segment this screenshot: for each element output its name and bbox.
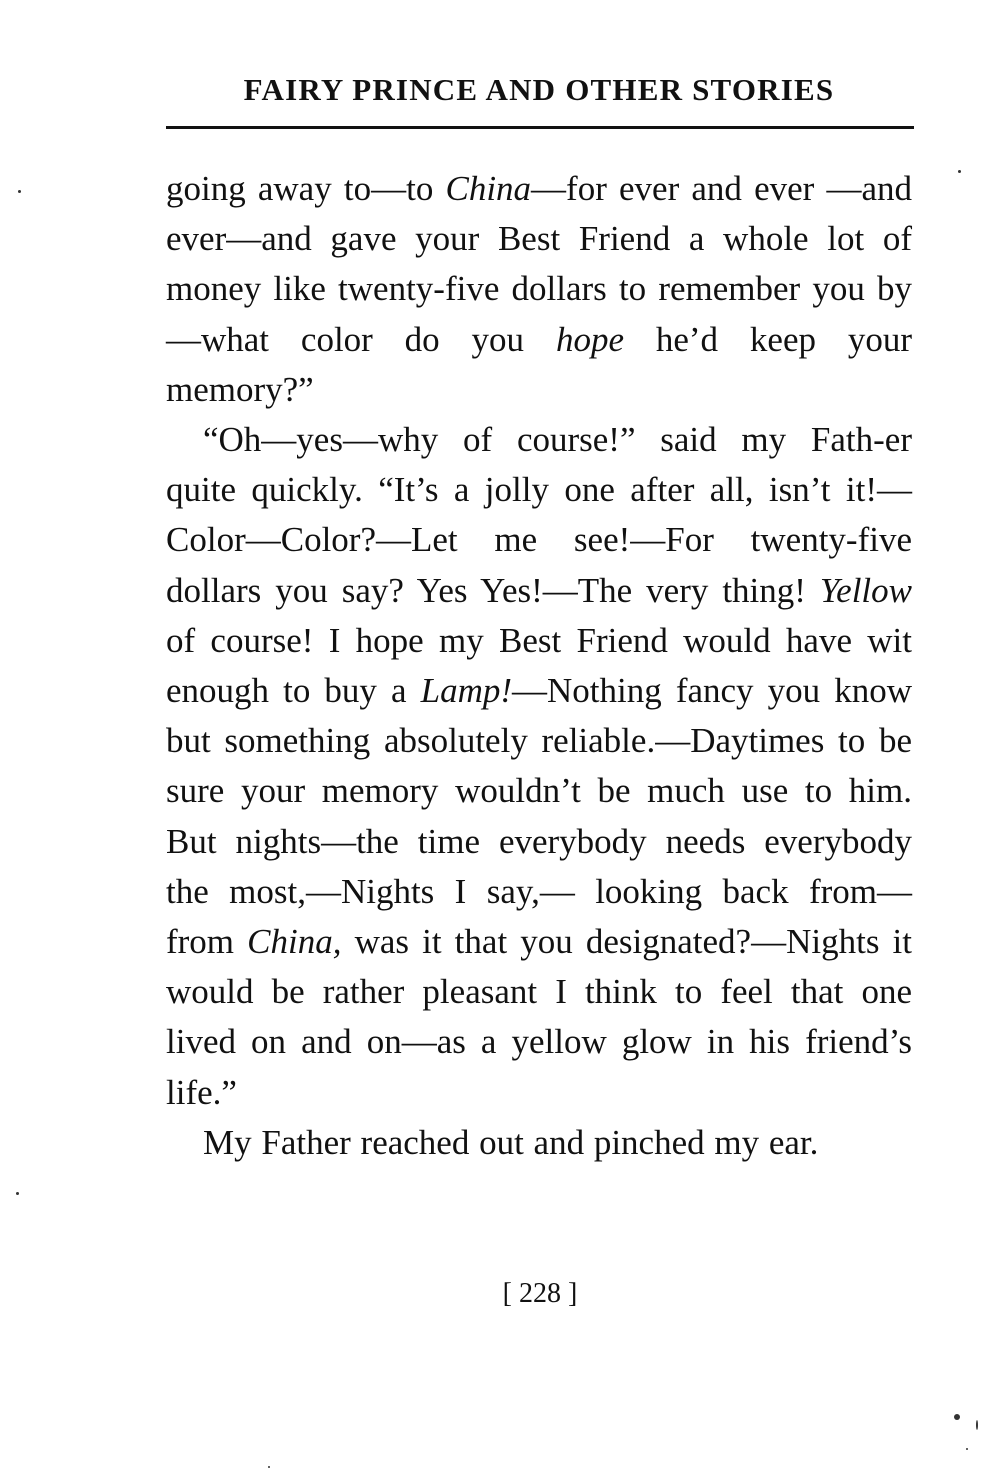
text-run: —for ever and ever —and ever—and gave your Best Friend a whole lot of money like twenty-five dollars to remember you by—what color do you	[166, 169, 912, 359]
text-run: was it that you designated?—Nights it would be rather pleasant I think to feel that one lived on and on—as a yellow glow in his friend’s life.”	[166, 922, 912, 1112]
body-text	[166, 164, 912, 1168]
italic-text: Lamp!	[420, 671, 513, 711]
italic-text: hope	[555, 319, 624, 359]
paragraph	[166, 164, 912, 415]
header-rule	[166, 126, 914, 129]
print-speck	[18, 190, 21, 193]
italic-text: China	[445, 169, 532, 208]
text-run: “Oh—yes—why of course!” said my Fath-er quite quickly. “It’s a jolly one after all, isn’t it!—Color—Color?—Let me see!—For twenty-five dollars you say? Yes Yes!—The very thing!	[166, 420, 912, 610]
text-run: of course! I hope my Best Friend would have wit enough to buy a	[166, 620, 912, 711]
paragraph	[166, 1118, 912, 1168]
print-speck	[958, 170, 961, 173]
print-speck	[976, 1420, 978, 1430]
italic-text: Yellow	[819, 570, 912, 610]
text-run: going away to—to	[166, 169, 446, 208]
page-number: [ 228 ]	[502, 1278, 578, 1309]
running-title: FAIRY PRINCE AND OTHER STORIES	[243, 72, 835, 107]
text-run: he’d keep your memory?”	[166, 319, 913, 409]
print-speck	[16, 1192, 19, 1195]
italic-text: China,	[247, 922, 342, 962]
text-run: My Father reached out and pinched my ear.	[203, 1122, 819, 1162]
print-speck	[966, 1448, 968, 1450]
print-speck	[954, 1414, 960, 1420]
paragraph	[166, 415, 912, 1118]
print-speck	[268, 1466, 270, 1468]
text-run: —Nothing fancy you know but something absolutely reliable.—Daytimes to be sure your memory wouldn’t be much use to him. But nights—the time everybody needs everybody the most,—Nights I say,— looking back from—from	[166, 671, 912, 962]
